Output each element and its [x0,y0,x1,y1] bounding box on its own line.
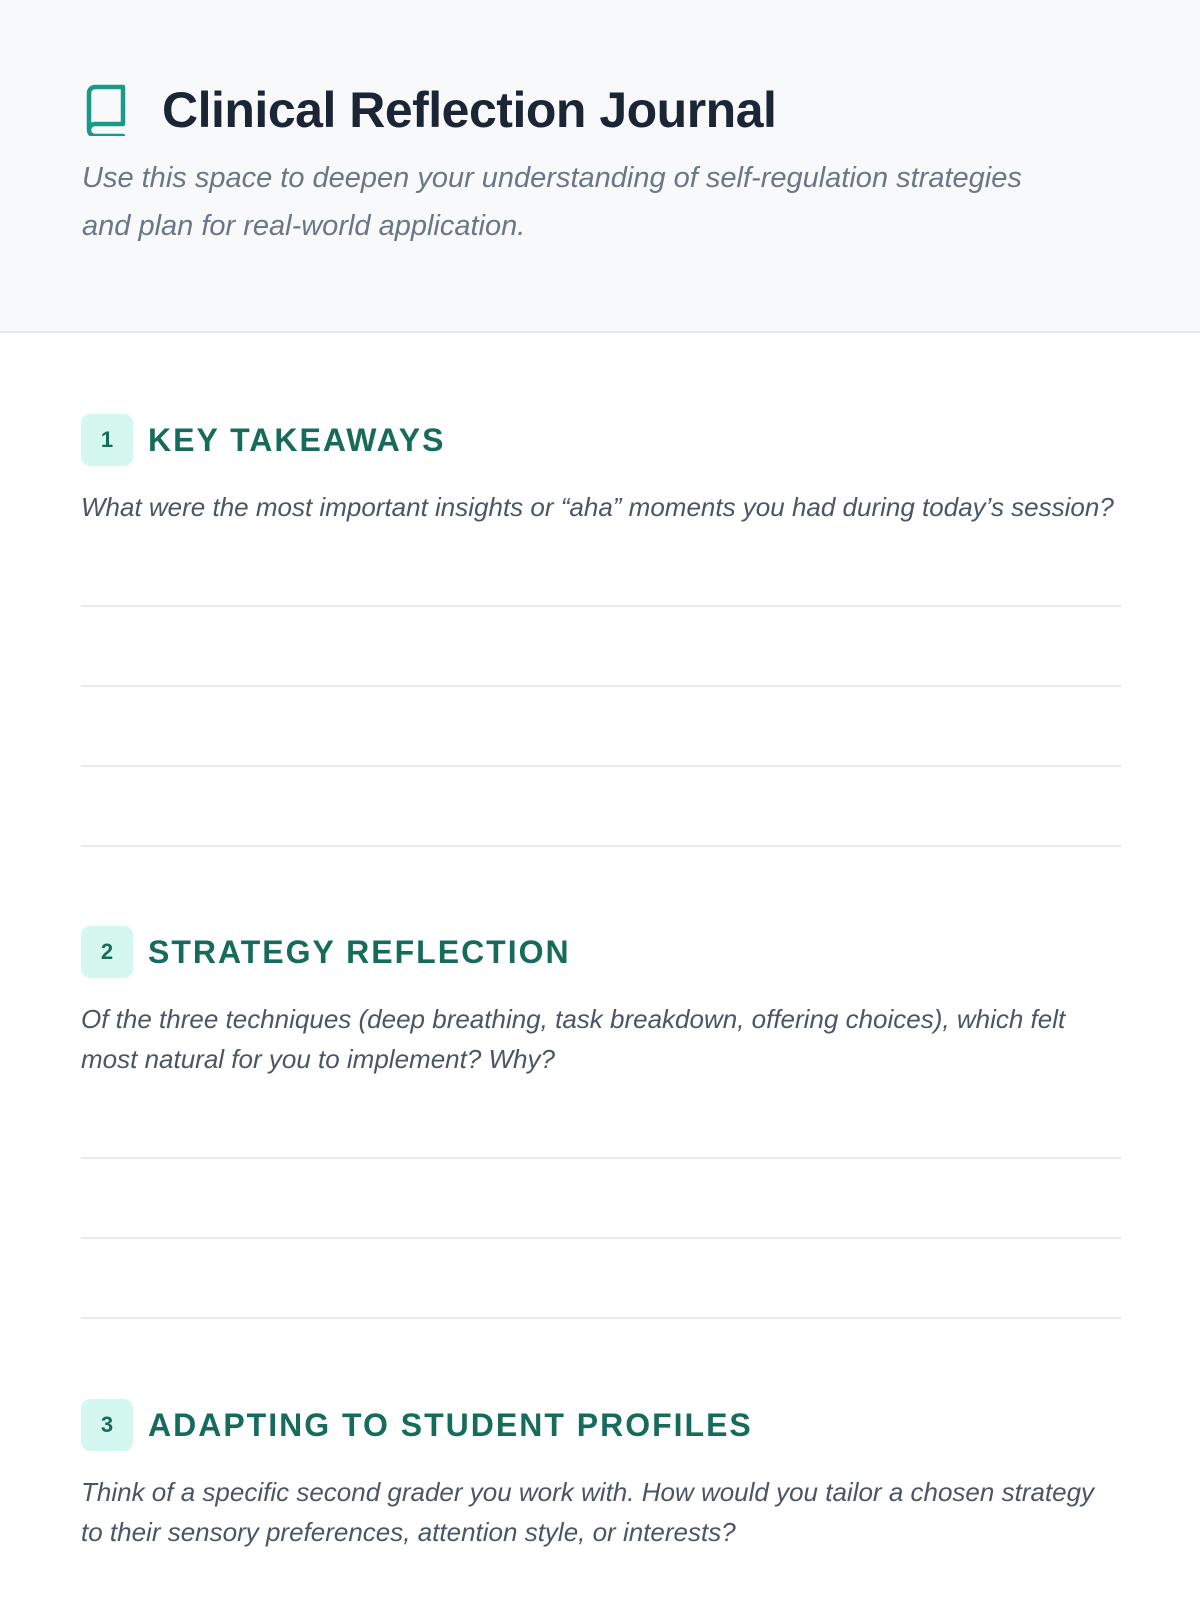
response-line[interactable] [81,1239,1121,1319]
section-heading [81,925,1121,979]
section-title: KEY TAKEAWAYS [148,421,446,458]
section-title: ADAPTING TO STUDENT PROFILES [148,1406,753,1443]
response-area[interactable] [81,527,1121,847]
section-prompt: Of the three techniques (deep breathing, task breakdown, offering choices), which felt most natural for you to implement? Why? [81,1004,1066,1074]
page-title: Clinical Reflection Journal [162,82,777,138]
section-prompt: What were the most important insights or “aha” moments you had during today’s session? [81,492,1114,522]
section-adapting-to-student-profiles [81,1398,1121,1600]
response-area[interactable] [81,1079,1121,1319]
response-line[interactable] [81,687,1121,767]
section-strategy-reflection [81,925,1121,1319]
response-line[interactable] [81,607,1121,687]
section-heading [81,1398,1121,1452]
response-line[interactable] [81,527,1121,607]
section-number-badge: 1 [81,414,133,466]
section-prompt: Think of a specific second grader you work with. How would you tailor a chosen strategy to their sensory preferences, attention style, or interests? [81,1477,1095,1547]
section-heading [81,413,1121,467]
book-icon [84,84,128,136]
section-key-takeaways [81,413,1121,847]
section-number-badge: 3 [81,1399,133,1451]
response-area[interactable] [81,1552,1121,1600]
page-subtitle: Use this space to deepen your understanding of self-regulation strategies and plan for real-world application. [82,162,1022,242]
response-line[interactable] [81,1079,1121,1159]
journal-content [0,333,1200,1600]
section-number-badge: 2 [81,926,133,978]
section-title: STRATEGY REFLECTION [148,933,571,970]
page-header [0,0,1200,333]
response-line[interactable] [81,1159,1121,1239]
title-row [82,82,1118,138]
response-line[interactable] [81,1552,1121,1600]
response-line[interactable] [81,767,1121,847]
